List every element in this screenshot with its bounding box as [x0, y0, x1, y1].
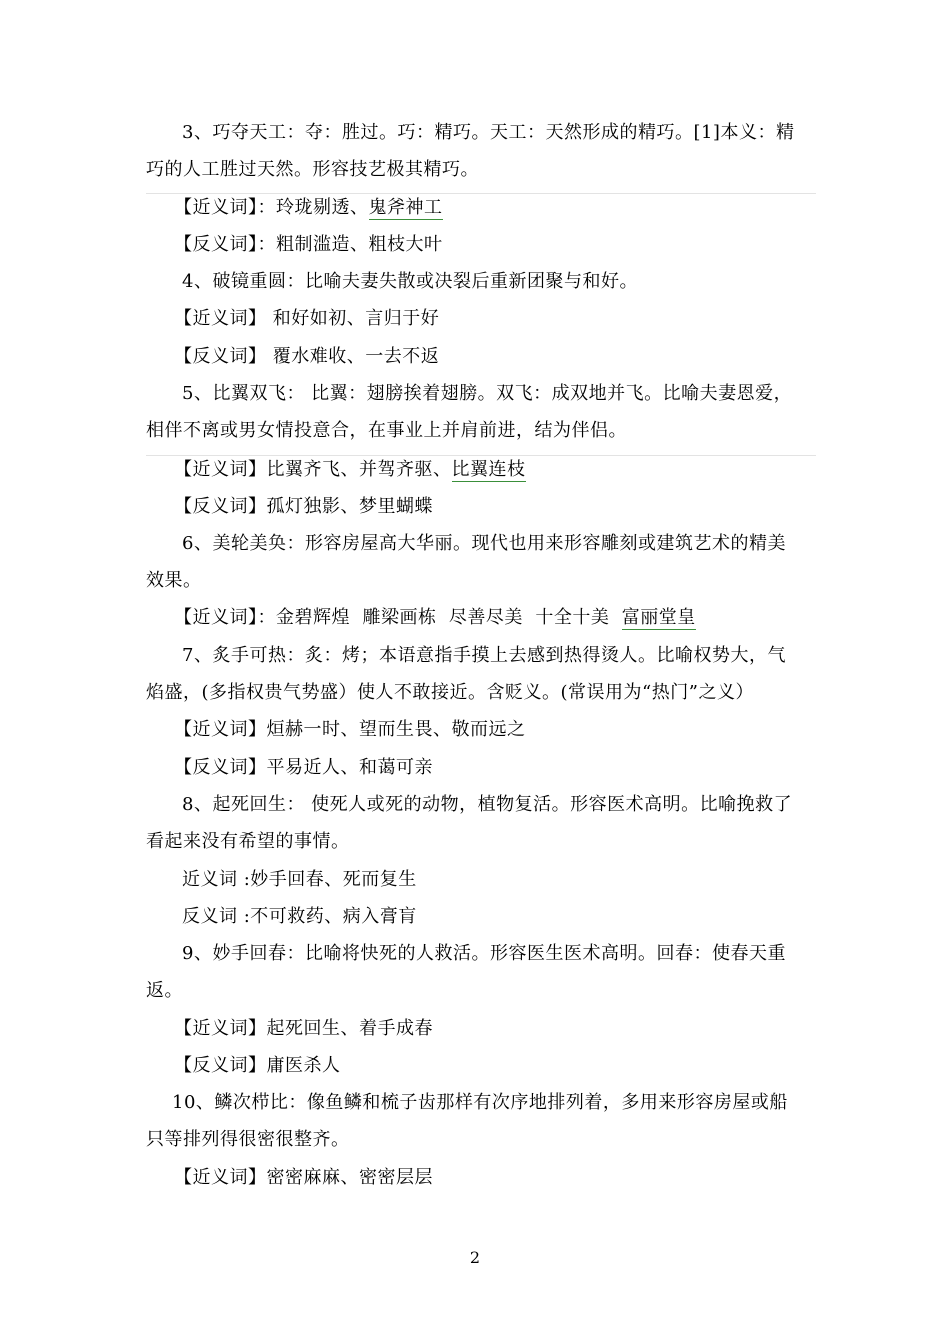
entry-10-definition-cont: 只等排列得很密很整齐。 — [146, 1129, 350, 1150]
entry-9-definition-cont: 返。 — [146, 980, 183, 1001]
entry-8-definition: 8、起死回生： 使死人或死的动物，植物复活。形容医术高明。比喻挽救了 — [182, 794, 793, 815]
synonym-link[interactable]: 比翼连枝 — [451, 459, 526, 480]
synonyms-text: 【近义词】：金碧辉煌 雕梁画栋 尽善尽美 十全十美 — [174, 607, 622, 628]
entry-6-definition: 6、美轮美奂：形容房屋高大华丽。现代也用来形容雕刻或建筑艺术的精美 — [182, 533, 786, 554]
entry-4-antonyms: 【反义词】 覆水难收、一去不返 — [174, 346, 440, 367]
entry-6-definition-cont: 效果。 — [146, 570, 202, 591]
synonym-link[interactable]: 鬼斧神工 — [368, 197, 443, 218]
entry-9-antonyms: 【反义词】庸医杀人 — [174, 1055, 341, 1076]
synonym-link[interactable]: 富丽堂皇 — [621, 607, 696, 628]
entry-4-definition: 4、破镜重圆：比喻夫妻失散或决裂后重新团聚与和好。 — [182, 271, 638, 292]
entry-3-definition-cont: 巧的人工胜过天然。形容技艺极其精巧。 — [146, 159, 479, 180]
entry-5-antonyms: 【反义词】孤灯独影、梦里蝴蝶 — [174, 496, 433, 517]
entry-10-definition: 10、鳞次栉比：像鱼鳞和梳子齿那样有次序地排列着，多用来形容房屋或船 — [172, 1092, 788, 1113]
separator — [146, 193, 816, 194]
entry-8-definition-cont: 看起来没有希望的事情。 — [146, 831, 350, 852]
entry-8-synonyms: 近义词 :妙手回春、死而复生 — [182, 869, 417, 890]
entry-6-synonyms — [174, 606, 844, 630]
entry-7-synonyms: 【近义词】烜赫一时、望而生畏、敬而远之 — [174, 719, 526, 740]
entry-5-synonyms — [174, 458, 844, 482]
entry-3-definition: 3、巧夺天工：夺：胜过。巧：精巧。天工：天然形成的精巧。[1]本义：精 — [182, 122, 795, 143]
entry-4-synonyms: 【近义词】 和好如初、言归于好 — [174, 308, 440, 329]
entry-9-synonyms: 【近义词】起死回生、着手成春 — [174, 1018, 433, 1039]
entry-7-definition: 7、炙手可热：炙：烤；本语意指手摸上去感到热得烫人。比喻权势大，气 — [182, 645, 786, 666]
entry-5-definition-cont: 相伴不离或男女情投意合，在事业上并肩前进，结为伴侣。 — [146, 420, 627, 441]
synonyms-text: 【近义词】比翼齐飞、并驾齐驱、 — [174, 459, 452, 480]
entry-7-antonyms: 【反义词】平易近人、和蔼可亲 — [174, 757, 433, 778]
entry-3-synonyms — [174, 196, 844, 220]
entry-3-antonyms: 【反义词】：粗制滥造、粗枝大叶 — [174, 234, 443, 255]
entry-5-definition: 5、比翼双飞： 比翼：翅膀挨着翅膀。双飞：成双地并飞。比喻夫妻恩爱， — [182, 383, 793, 404]
page-number: 2 — [469, 1248, 481, 1267]
entry-7-definition-cont: 焰盛，(多指权贵气势盛）使人不敢接近。含贬义。(常误用为“热门”之义） — [146, 682, 754, 703]
entry-9-definition: 9、妙手回春：比喻将快死的人救活。形容医生医术高明。回春：使春天重 — [182, 943, 786, 964]
separator — [146, 455, 816, 456]
entry-10-synonyms: 【近义词】密密麻麻、密密层层 — [174, 1167, 433, 1188]
entry-8-antonyms: 反义词 :不可救药、病入膏肓 — [182, 906, 417, 927]
synonyms-text: 【近义词】：玲珑剔透、 — [174, 197, 369, 218]
